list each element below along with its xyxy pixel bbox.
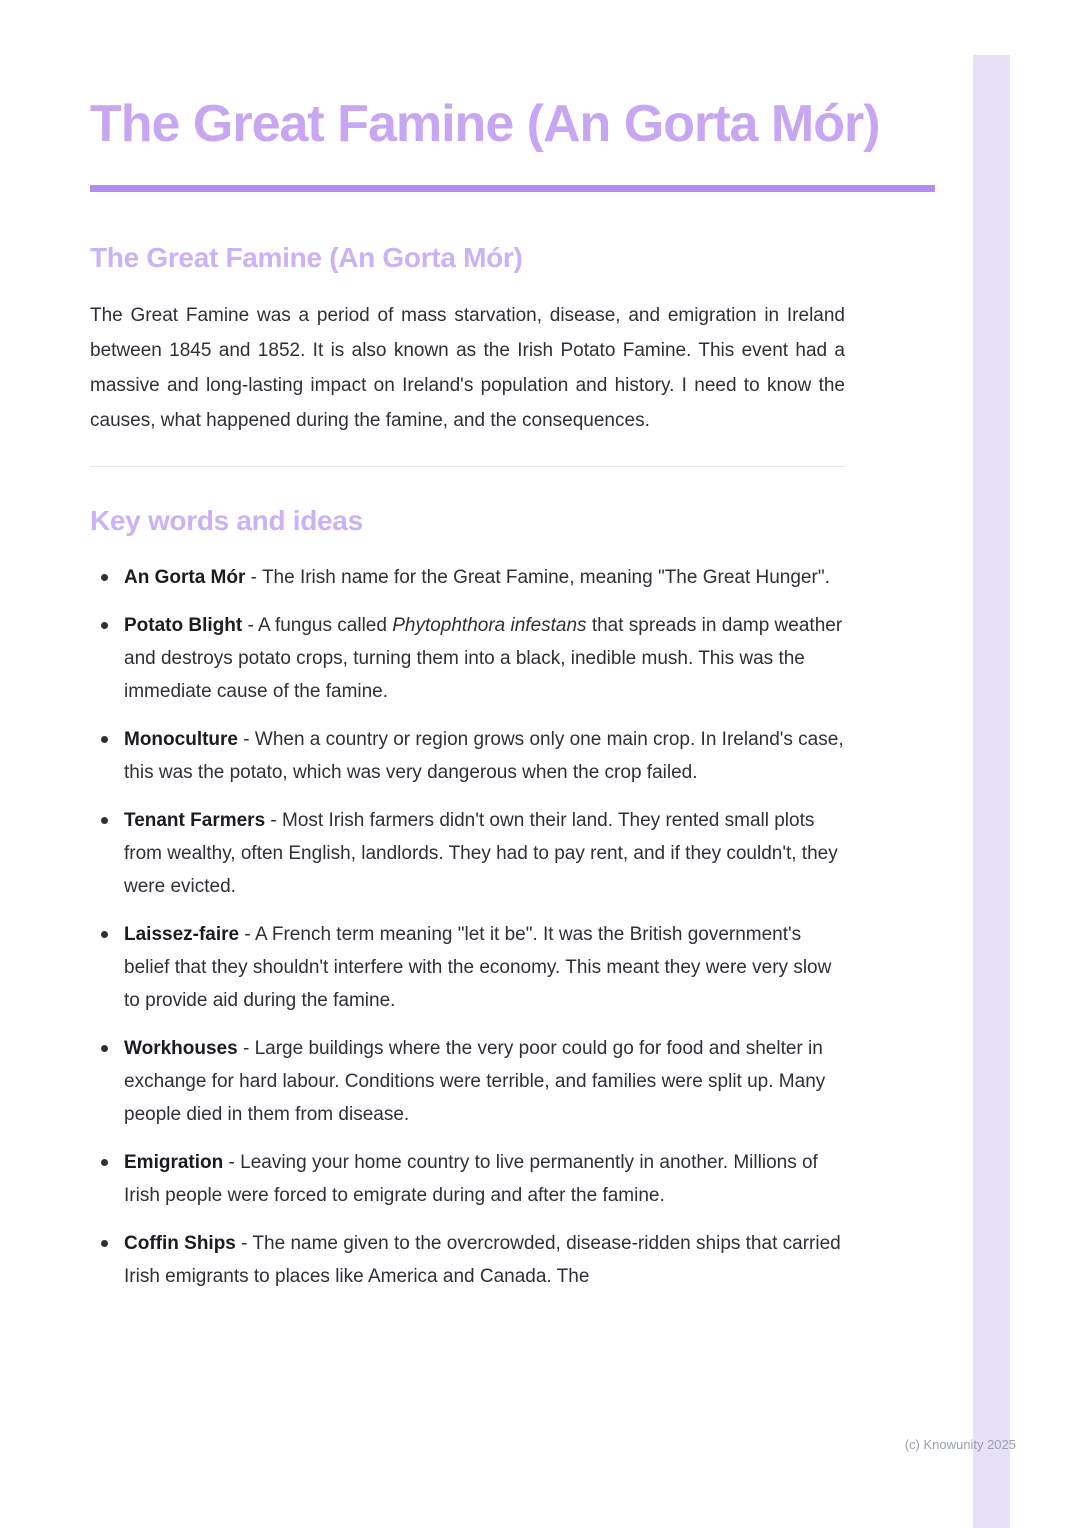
keyword-item <box>124 1146 845 1212</box>
keyword-term: An Gorta Mór <box>124 567 246 589</box>
keyword-definition-cont: that spreads in damp weather and destroys potato crops, turning them into a black, inedible mush. This was the immediate cause of the famine. <box>124 615 843 703</box>
intro-section-heading: The Great Famine (An Gorta Mór) <box>90 242 523 274</box>
keyword-term: Emigration <box>124 1152 224 1174</box>
keyword-item <box>124 609 845 708</box>
keyword-item <box>124 561 845 594</box>
watermark: (c) Knowunity 2025 <box>904 1437 1016 1452</box>
keyword-item <box>124 1227 845 1293</box>
keyword-definition-italic: Phytophthora infestans <box>392 615 587 637</box>
keyword-term: Coffin Ships <box>124 1233 236 1255</box>
page-edge-bar <box>973 55 1010 1528</box>
keyword-separator: - <box>265 810 283 832</box>
keyword-definition: The name given to the overcrowded, disease-ridden ships that carried Irish emigrants to places like America and Canada. The <box>124 1233 841 1288</box>
keyword-definition: Most Irish farmers didn't own their land. They rented small plots from wealthy, often English, landlords. They had to pay rent, and if they couldn't, they were evicted. <box>124 810 838 898</box>
keyword-term: Potato Blight <box>124 615 243 637</box>
keyword-definition: Leaving your home country to live permanently in another. Millions of Irish people were forced to emigrate during and after the famine. <box>124 1152 818 1207</box>
keyword-separator: - <box>245 567 262 589</box>
keyword-definition: When a country or region grows only one main crop. In Ireland's case, this was the potato, which was very dangerous when the crop failed. <box>124 729 844 784</box>
keyword-term: Tenant Farmers <box>124 810 266 832</box>
keyword-separator: - <box>239 924 255 946</box>
keyword-separator: - <box>238 729 255 751</box>
keyword-item <box>124 723 845 789</box>
keyword-term: Laissez-faire <box>124 924 240 946</box>
keyword-item <box>124 804 845 903</box>
keyword-term: Monoculture <box>124 729 238 751</box>
title-divider <box>90 185 935 192</box>
keyword-definition: The Irish name for the Great Famine, meaning "The Great Hunger". <box>261 567 830 589</box>
keyword-definition: Large buildings where the very poor could go for food and shelter in exchange for hard labour. Conditions were terrible, and families were split up. Many people died in them from disease. <box>124 1038 826 1126</box>
keyword-definition: A French term meaning "let it be". It was the British government's belief that they shouldn't interfere with the economy. This meant they were very slow to provide aid during the famine. <box>124 924 832 1012</box>
intro-paragraph: The Great Famine was a period of mass starvation, disease, and emigration in Ireland between 1845 and 1852. It is also known as the Irish Potato Famine. This event had a massive and long-lasting impact on Ireland's population and history. I need to know the causes, what happened during the famine, and the consequences. <box>90 305 845 432</box>
document-title: The Great Famine (An Gorta Mór) <box>90 95 880 153</box>
keyword-separator: - <box>237 1038 255 1060</box>
keyword-separator: - <box>223 1152 241 1174</box>
keyword-item <box>124 918 845 1017</box>
keyword-separator: - <box>242 615 259 637</box>
document-content <box>90 0 935 1308</box>
section-divider <box>90 466 845 467</box>
keyword-separator: - <box>235 1233 253 1255</box>
keyword-list <box>90 561 845 1293</box>
keyword-definition: A fungus called <box>258 615 393 637</box>
keywords-section-heading: Key words and ideas <box>90 505 363 537</box>
keyword-term: Workhouses <box>124 1038 238 1060</box>
keyword-item <box>124 1032 845 1131</box>
